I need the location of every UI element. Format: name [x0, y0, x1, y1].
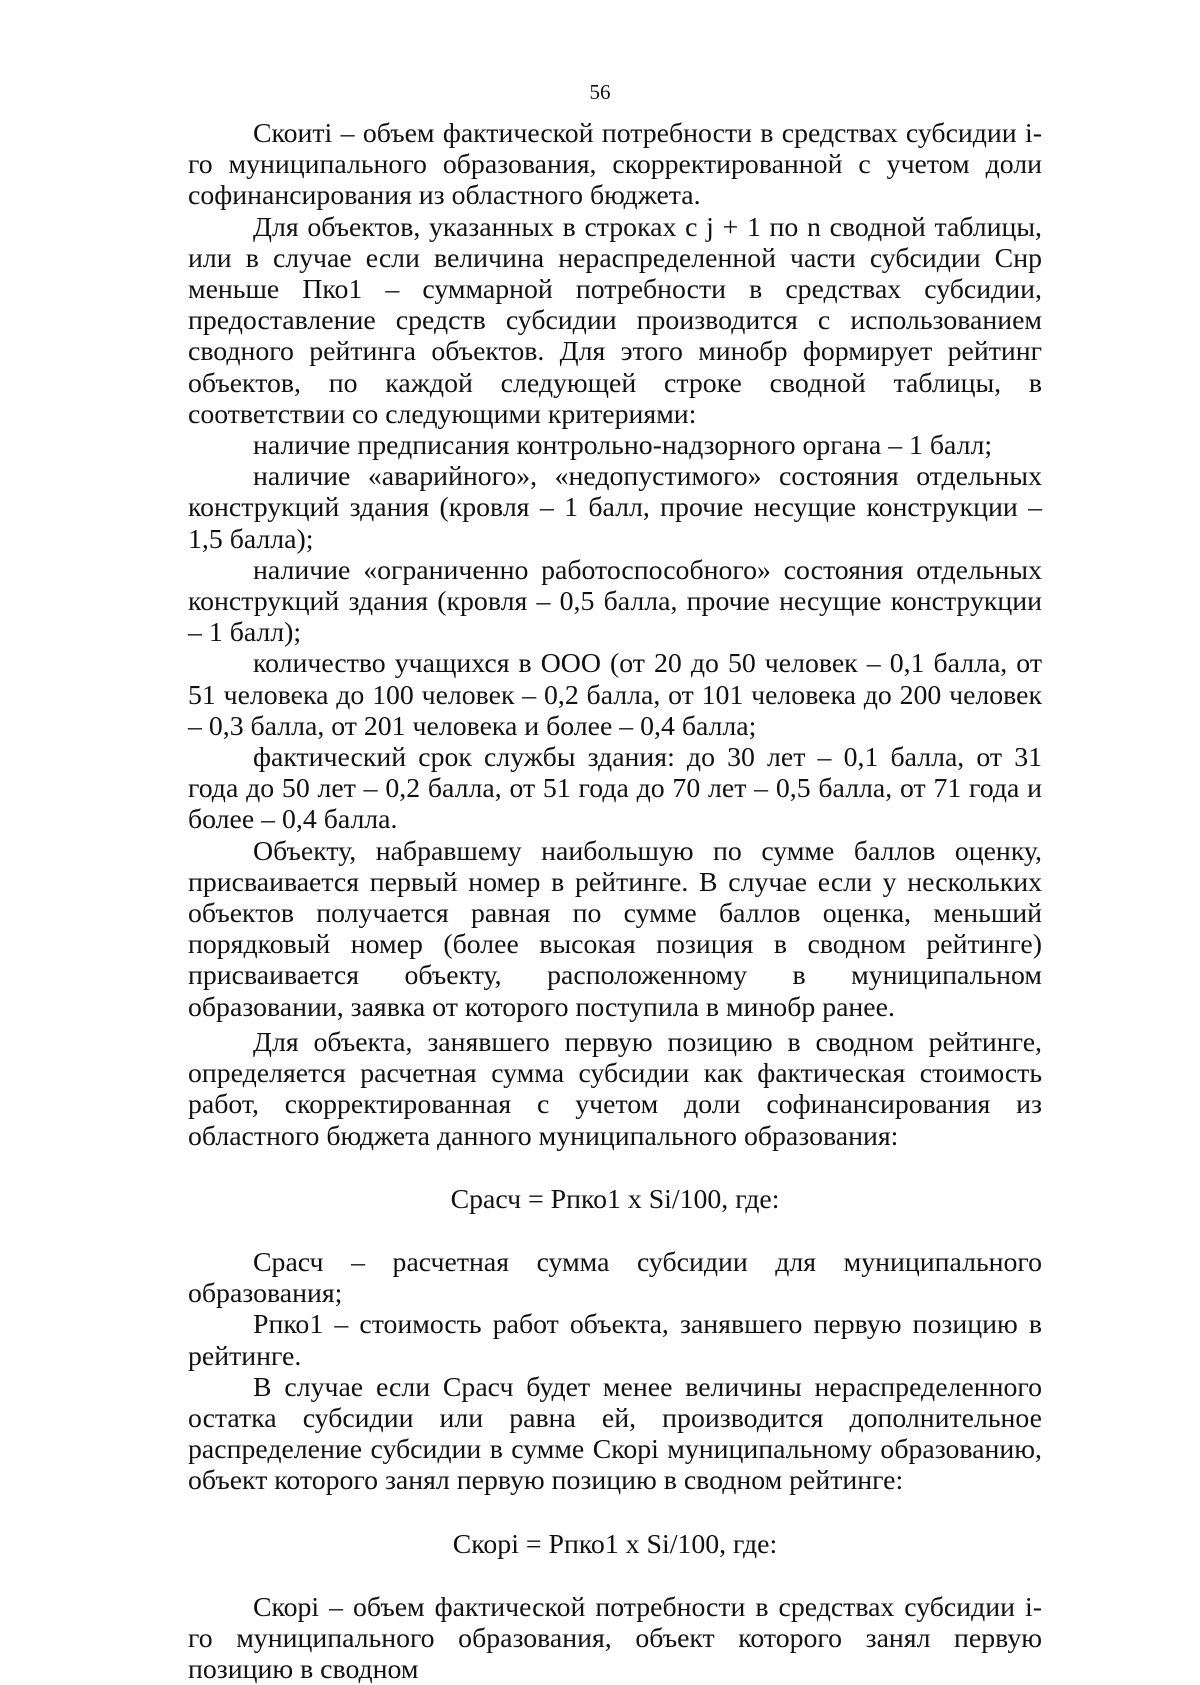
criterion-prescription: наличие предписания контрольно-надзорного органа – 1 балл;: [253, 430, 993, 462]
paragraph-rating-order: Объекту, набравшему наибольшую по сумме баллов оценку, присваивается первый номер в рейтинге. В случае если у нескольких объектов получается равная по сумме баллов оценка, меньший порядковый номер (более высокая позиция в сводном рейтинге) присваивается объекту, расположенному в муниципальном образовании, заявка от которого поступила в минобр ранее.: [188, 835, 1042, 1023]
definition-skori: Скорi – объем фактической потребности в средствах субсидии i-го муниципального образования, объект которого занял первую позицию в сводном: [188, 1591, 1042, 1685]
page-number: 56: [589, 80, 611, 104]
criterion-building-age: фактический срок службы здания: до 30 лет – 0,1 балла, от 31 года до 50 лет – 0,2 балла, от 51 года до 70 лет – 0,5 балла, от 71 года и более – 0,4 балла.: [188, 742, 1042, 836]
formula-skori: Скорi = Рпко1 х Si/100, где:: [452, 1528, 778, 1560]
criterion-emergency-state: наличие «аварийного», «недопустимого» состояния отдельных конструкций здания (кровля – 1 балл, прочие несущие конструкции – 1,5 балла);: [188, 461, 1042, 555]
definition-srasch: Срасч – расчетная сумма субсидии для муниципального образования;: [188, 1246, 1042, 1310]
paragraph-first-position: Для объекта, занявшего первую позицию в сводном рейтинге, определяется расчетная сумма субсидии как фактическая стоимость работ, скорректированная с учетом доли софинансирования из областного бюджета данного муниципального образования:: [188, 1026, 1042, 1152]
paragraph-rating-intro: Для объектов, указанных в строках с j + 1 по n сводной таблицы, или в случае если величина нераспределенной части субсидии Снр меньше Пко1 – суммарной потребности в средствах субсидии, предоставление средств субсидии производится с использованием сводного рейтинга объектов. Для этого минобр формирует рейтинг объектов, по каждой следующей строке сводной таблицы, в соответствии со следующими критериями:: [188, 211, 1042, 430]
definition-rpko1: Рпко1 – стоимость работ объекта, занявшего первую позицию в рейтинге.: [188, 1309, 1042, 1372]
paragraph-skoit-definition: Скоитi – объем фактической потребности в средствах субсидии i-го муниципального образования, скорректированной с учетом доли софинансирования из областного бюджета.: [188, 118, 1042, 212]
paragraph-additional-distribution: В случае если Срасч будет менее величины нераспределенного остатка субсидии или равна ей, производится дополнительное распределение субсидии в сумме Скорi муниципальному образованию, объект которого занял первую позицию в сводном рейтинге:: [188, 1371, 1042, 1497]
formula-srasch: Срасч = Рпко1 х Si/100, где:: [450, 1183, 780, 1215]
criterion-limited-state: наличие «ограниченно работоспособного» состояния отдельных конструкций здания (кровля – 0,5 балла, прочие несущие конструкции – 1 балл);: [188, 554, 1042, 649]
criterion-student-count: количество учащихся в ООО (от 20 до 50 человек – 0,1 балла, от 51 человека до 100 человек – 0,2 балла, от 101 человека до 200 человек – 0,3 балла, от 201 человека и более – 0,4 балла;: [188, 648, 1042, 742]
document-body: [188, 118, 1042, 1685]
